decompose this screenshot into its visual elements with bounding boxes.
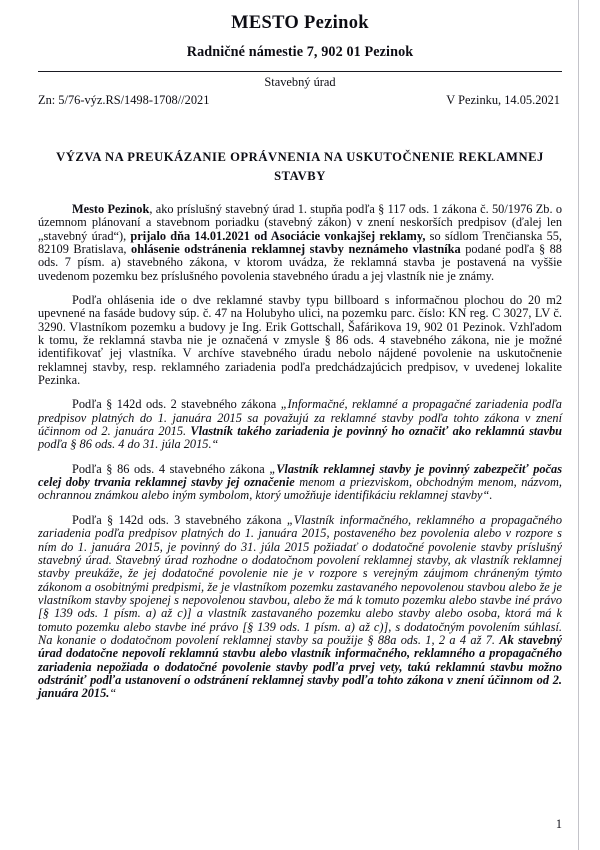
paragraph-law-142d-2: [38, 398, 562, 451]
law-142d-3-lead: Podľa § 142d ods. 3 stavebného zákona: [72, 512, 287, 527]
document-content: [38, 0, 562, 701]
paragraph-law-86-4: [38, 463, 562, 503]
paragraph-intro: [38, 203, 562, 283]
law-142d-3-emphasis: Ak stavebný úrad dodatočne nepovolí reklamnú stavbu alebo vlastník informačného, reklamného a propagačného zariadenia nepožiada o dodatočné povolenie stavby podľa prvej vety, takú reklamnú stavbu možno odstrániť podľa ustanovení o odstránení reklamnej stavby podľa tohto zákona v znení účinnom od 2. januára 2015.: [38, 632, 562, 701]
paragraph-facts: [38, 294, 562, 387]
receipt-statement: prijalo dňa 14.01.2021 od Asociácie vonkajšej reklamy,: [130, 228, 426, 243]
header-divider: [38, 71, 562, 72]
place-and-date: V Pezinku, 14.05.2021: [446, 93, 560, 108]
page-title: VÝZVA NA PREUKÁZANIE OPRÁVNENIA NA USKUTOČNENIE REKLAMNEJ STAVBY: [56, 150, 544, 183]
paragraph-facts-text: Podľa ohlásenia ide o dve reklamné stavby typu billboard s informačnou plochou do 20 m2 upevnené na fasáde budovy súp. č. 47 na Holubyho ulici, na pozemku parc. číslo: KN reg. C 3027, LV č. 3290. Vlastníkom pozemku a budovy je Ing. Erik Gottschall, Šafárikova 19, 902 01 Pezinok. Vzhľadom k tomu, že reklamná stavba nie je označená v zmysle § 86 ods. 4 stavebného zákona, nie je možné identifikovať jej vlastníka. V archíve stavebného úradu nebolo nájdené povolenie na uskutočnenie reklamnej stavby, resp. reklamného zariadenia podľa predchádzajúcich predpisov, v uvedenej lokalite Pezinka.: [38, 293, 562, 388]
law-142d-3-quote-close: “: [109, 686, 117, 701]
law-86-4-emphasis: Vlastník reklamnej stavby je povinný zabezpečiť počas celej doby trvania reklamnej stavby jej označenie: [38, 461, 562, 490]
paragraph-intro-text-2: so sídlom Trenčianska 55, 82109 Bratislava,: [38, 228, 562, 256]
reference-row: [38, 93, 562, 108]
law-86-4-lead: Podľa § 86 ods. 4 stavebného zákona: [72, 461, 270, 476]
paragraph-law-142d-3: [38, 514, 562, 701]
document-body: [38, 203, 562, 701]
organization-name: MESTO Pezinok: [231, 13, 369, 33]
law-86-4-quote-open: „: [269, 461, 277, 476]
law-142d-2-quote-2: podľa § 86 ods. 4 do 31. júla 2015.“: [38, 437, 219, 452]
reference-number: Zn: 5/76-výz.RS/1498-1708//2021: [38, 93, 210, 108]
paragraph-intro-text-1: , ako príslušný stavebný úrad 1. stupňa podľa § 117 ods. 1 zákona č. 50/1976 Zb. o územnom plánovaní a stavebnom poriadku (stavebný zákon) v znení neskorších predpisov (ďalej len „stavebný úrad“),: [38, 201, 562, 243]
law-86-4-quote-rest: menom a priezviskom, obchodným menom, názvom, ochrannou známkou alebo iným symbolom, ktorý umožňuje identifikáciu reklamnej stavby“.: [38, 475, 562, 503]
scan-artifact-line: [578, 0, 579, 850]
law-142d-2-emphasis: Vlastník takého zariadenia je povinný ho označiť ako reklamnú stavbu: [190, 424, 562, 439]
applicant-authority-name: Mesto Pezinok: [72, 201, 150, 216]
organization-address: Radničné námestie 7, 902 01 Pezinok: [186, 44, 414, 61]
paragraph-intro-text-3: podané podľa § 88 ods. 7 písm. a) stavebného zákona, v ktorom uvádza, že reklamná stavba je postavená na vyššie uvedenom pozemku bez príslušného povolenia stavebného úradu a jej vlastník nie je známy.: [38, 241, 562, 283]
law-142d-2-quote-1: „Informačné, reklamné a propagačné zariadenia podľa predpisov platných do 1. januára 2015 sa považujú za reklamné stavby podľa tohto zákona v znení účinnom od 2. januára 2015.: [38, 397, 562, 439]
department-label: Stavebný úrad: [264, 74, 336, 89]
letterhead: [38, 0, 562, 62]
notification-subject: ohlásenie odstránenia reklamnej stavby neznámeho vlastníka: [131, 241, 461, 256]
law-142d-3-quote: „Vlastník informačného, reklamného a propagačného zariadenia podľa predpisov platných do 1. januára 2015, postaveného bez povolenia alebo v rozpore s ním do 1. januára 2015, je povinný do 31. júla 2015 požiadať o dodatočné povolenie stavby príslušný stavebný úrad. Stavebný úrad rozhodne o dodatočnom povolení reklamnej stavby, ak vlastník reklamnej stavby preukáže, že jej dodatočné povolenie nie je v rozpore s verejným záujmom chráneným týmto zákonom a osobitnými predpismi, že je vlastníkom pozemku zastavaného nepovolenou stavbou alebo že je vlastníkom stavby spojenej s nepovolenou stavbou, alebo že má k tomuto pozemku alebo stavbe iné právo [§ 139 ods. 1 písm. a) až c)] a vlastník zastavaného pozemku alebo stavby alebo osoba, ktorá má k tomuto pozemku alebo stavbe iné právo [§ 139 ods. 1 písm. a) až c)], s dodatočným povolením súhlasí. Na konanie o dodatočnom povolení reklamnej stavby sa použije § 88a ods. 1, 2 a 4 až 7.: [38, 512, 562, 647]
page-number: 1: [555, 817, 562, 831]
law-142d-2-lead: Podľa § 142d ods. 2 stavebného zákona: [72, 397, 281, 412]
